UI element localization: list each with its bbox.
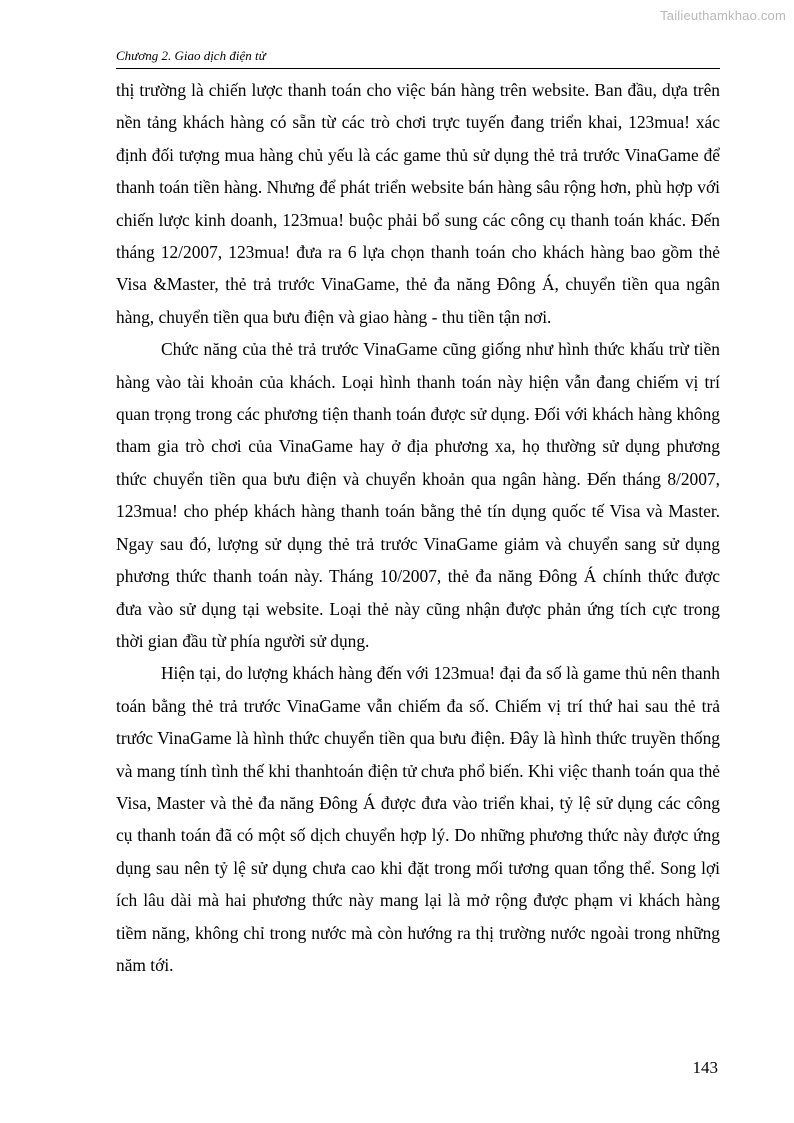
page-number: 143 — [692, 1058, 718, 1077]
chapter-header: Chương 2. Giao dịch điện tử — [116, 48, 720, 69]
watermark-text: Tailieuthamkhao.com — [660, 8, 786, 23]
paragraph-2: Chức năng của thẻ trả trước VinaGame cũng giống như hình thức khấu trừ tiền hàng vào tài khoản của khách. Loại hình thanh toán này hiện vẫn đang chiếm vị trí quan trọng trong các phương tiện thanh toán được sử dụng. Đối với khách hàng không tham gia trò chơi của VinaGame hay ở địa phương xa, họ thường sử dụng phương thức chuyển tiền qua bưu điện và chuyển khoản qua ngân hàng. Đến tháng 8/2007, 123mua! cho phép khách hàng thanh toán bằng thẻ tín dụng quốc tế Visa và Master. Ngay sau đó, lượng sử dụng thẻ trả trước VinaGame giảm và chuyển sang sử dụng phương thức thanh toán này. Tháng 10/2007, thẻ đa năng Đông Á chính thức được đưa vào sử dụng tại website. Loại thẻ này cũng nhận được phản ứng tích cực trong thời gian đầu từ phía người sử dụng. — [116, 339, 720, 651]
paragraph-3: Hiện tại, do lượng khách hàng đến với 123mua! đại đa số là game thủ nên thanh toán bằng thẻ trả trước VinaGame vẫn chiếm đa số. Chiếm vị trí thứ hai sau thẻ trả trước VinaGame là hình thức chuyển tiền qua bưu điện. Đây là hình thức truyền thống và mang tính tình thế khi thanhtoán điện tử chưa phổ biến. Khi việc thanh toán qua thẻ Visa, Master và thẻ đa năng Đông Á được đưa vào triển khai, tỷ lệ sử dụng các công cụ thanh toán đã có một số dịch chuyển hợp lý. Do những phương thức này được ứng dụng sau nên tỷ lệ sử dụng chưa cao khi đặt trong mối tương quan tổng thể. Song lợi ích lâu dài mà hai phương thức này mang lại là mở rộng được phạm vi khách hàng tiềm năng, không chỉ trong nước mà còn hướng ra thị trường nước ngoài trong những năm tới. — [116, 663, 720, 975]
paragraph-1: thị trường là chiến lược thanh toán cho việc bán hàng trên website. Ban đầu, dựa trên nền tảng khách hàng có sẵn từ các trò chơi trực tuyến đang triển khai, 123mua! xác định đối tượng mua hàng chủ yếu là các game thủ sử dụng thẻ trả trước VinaGame để thanh toán tiền hàng. Nhưng để phát triển website bán hàng sâu rộng hơn, phù hợp với chiến lược kinh doanh, 123mua! buộc phải bổ sung các công cụ thanh toán khác. Đến tháng 12/2007, 123mua! đưa ra 6 lựa chọn thanh toán cho khách hàng bao gồm thẻ Visa &Master, thẻ trả trước VinaGame, thẻ đa năng Đông Á, chuyển tiền qua ngân hàng, chuyển tiền qua bưu điện và giao hàng - thu tiền tận nơi. — [116, 80, 720, 327]
page-body — [116, 74, 720, 981]
